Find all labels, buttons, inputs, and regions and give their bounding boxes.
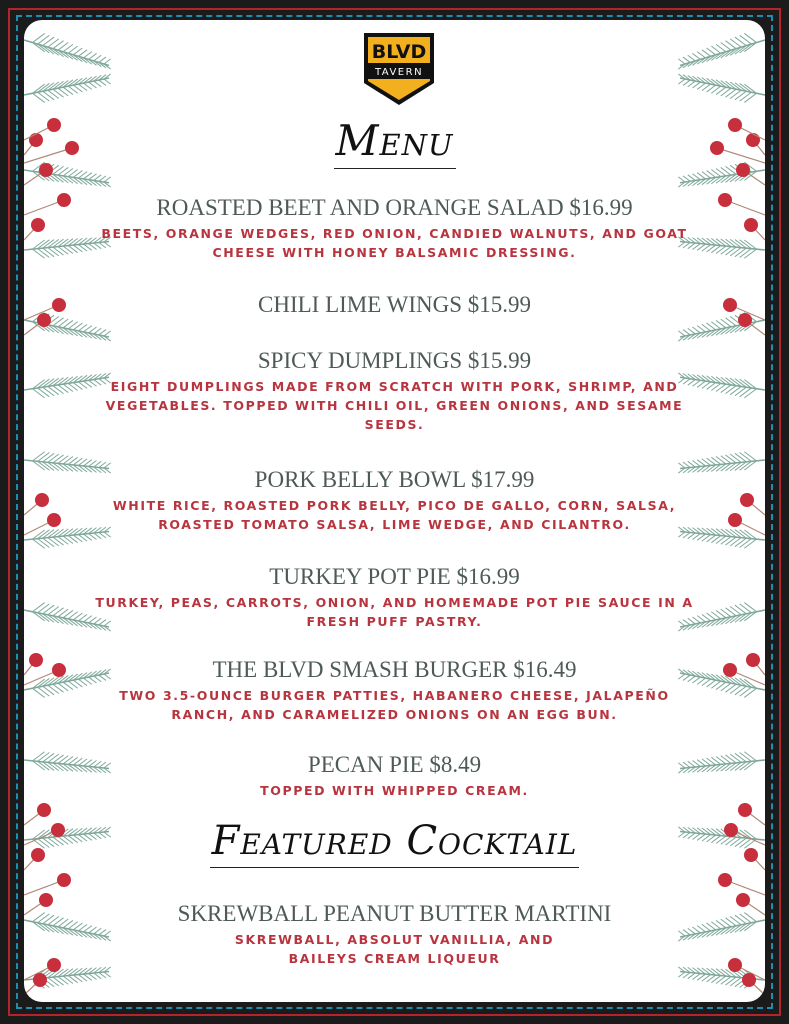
- holly-berry-icon: [736, 893, 750, 907]
- pine-branch-icon: [678, 33, 765, 69]
- logo-text-main: BLVD: [371, 41, 427, 63]
- holly-berry-icon: [39, 893, 53, 907]
- holly-berry-icon: [31, 218, 45, 232]
- pine-branch-icon: [24, 162, 111, 187]
- holly-berry-icon: [718, 873, 732, 887]
- holly-berry-icon: [47, 958, 61, 972]
- pine-branch-icon: [24, 33, 111, 69]
- menu-page: [24, 20, 765, 1002]
- menu-item-description: TWO 3.5-OUNCE BURGER PATTIES, HABANERO CHEESE, JALAPEÑO RANCH, AND CARAMELIZED ONIONS ON AN EGG BUN.: [119, 688, 670, 722]
- holly-berry-icon: [746, 653, 760, 667]
- holly-berry-icon: [738, 313, 752, 327]
- holly-berry-icon: [35, 493, 49, 507]
- featured-cocktail-heading-text: Featured Cocktail: [210, 818, 580, 868]
- holly-berry-icon: [728, 958, 742, 972]
- holly-berry-icon: [29, 653, 43, 667]
- menu-item: [94, 751, 695, 800]
- menu-heading-text: Menu: [334, 116, 456, 169]
- featured-cocktail-heading: [24, 818, 765, 864]
- holly-berry-icon: [57, 873, 71, 887]
- holly-berry-icon: [39, 163, 53, 177]
- menu-item-description: TOPPED WITH WHIPPED CREAM.: [260, 783, 529, 798]
- holly-berry-icon: [723, 298, 737, 312]
- pine-branch-icon: [24, 74, 111, 102]
- menu-item-description: BEETS, ORANGE WEDGES, RED ONION, CANDIED WALNUTS, AND GOAT CHEESE WITH HONEY BALSAMIC DRESSING.: [101, 226, 688, 260]
- cocktail-item: [94, 900, 695, 968]
- menu-item: [94, 194, 695, 262]
- holly-berry-icon: [736, 163, 750, 177]
- cocktail-name: SKREWBALL PEANUT BUTTER MARTINI: [177, 901, 612, 926]
- menu-item: [94, 347, 695, 434]
- menu-item-description: TURKEY, PEAS, CARROTS, ONION, AND HOMEMADE POT PIE SAUCE IN A FRESH PUFF PASTRY.: [95, 595, 694, 629]
- holly-berry-icon: [742, 973, 756, 987]
- menu-item-name: PECAN PIE $8.49: [307, 752, 482, 777]
- holly-berry-icon: [33, 973, 47, 987]
- menu-heading: [24, 116, 765, 165]
- holly-berry-icon: [744, 218, 758, 232]
- menu-item: [94, 291, 695, 319]
- holly-berry-icon: [57, 193, 71, 207]
- menu-item: [94, 656, 695, 724]
- menu-item-description: EIGHT DUMPLINGS MADE FROM SCRATCH WITH PORK, SHRIMP, AND VEGETABLES. TOPPED WITH CHILI OIL, GREEN ONIONS, AND SESAME SEEDS.: [105, 379, 684, 432]
- holly-berry-icon: [52, 298, 66, 312]
- holly-berry-icon: [738, 803, 752, 817]
- holly-berry-icon: [37, 803, 51, 817]
- holly-berry-icon: [37, 313, 51, 327]
- blvd-tavern-logo: [360, 29, 438, 107]
- holly-berry-icon: [52, 663, 66, 677]
- cocktail-description: SKREWBALL, ABSOLUT VANILLIA, AND BAILEYS CREAM LIQUEUR: [234, 932, 555, 966]
- menu-item-name: TURKEY POT PIE $16.99: [269, 564, 520, 589]
- holly-berry-icon: [718, 193, 732, 207]
- menu-item-description: WHITE RICE, ROASTED PORK BELLY, PICO DE GALLO, CORN, SALSA, ROASTED TOMATO SALSA, LIME WEDGE, AND CILANTRO.: [112, 498, 677, 532]
- menu-item-name: PORK BELLY BOWL $17.99: [254, 467, 535, 492]
- holly-berry-icon: [723, 663, 737, 677]
- holly-berry-icon: [728, 513, 742, 527]
- menu-item: [94, 466, 695, 534]
- menu-item-name: ROASTED BEET AND ORANGE SALAD $16.99: [156, 195, 633, 220]
- logo-text-sub: TAVERN: [374, 67, 424, 78]
- pine-branch-icon: [678, 162, 765, 187]
- menu-item-name: CHILI LIME WINGS $15.99: [258, 292, 531, 317]
- pine-branch-icon: [678, 74, 765, 102]
- holly-berry-icon: [47, 513, 61, 527]
- menu-item: [94, 563, 695, 631]
- holly-berry-icon: [740, 493, 754, 507]
- menu-item-name: SPICY DUMPLINGS $15.99: [257, 348, 532, 373]
- menu-item-name: THE BLVD SMASH BURGER $16.49: [212, 657, 577, 682]
